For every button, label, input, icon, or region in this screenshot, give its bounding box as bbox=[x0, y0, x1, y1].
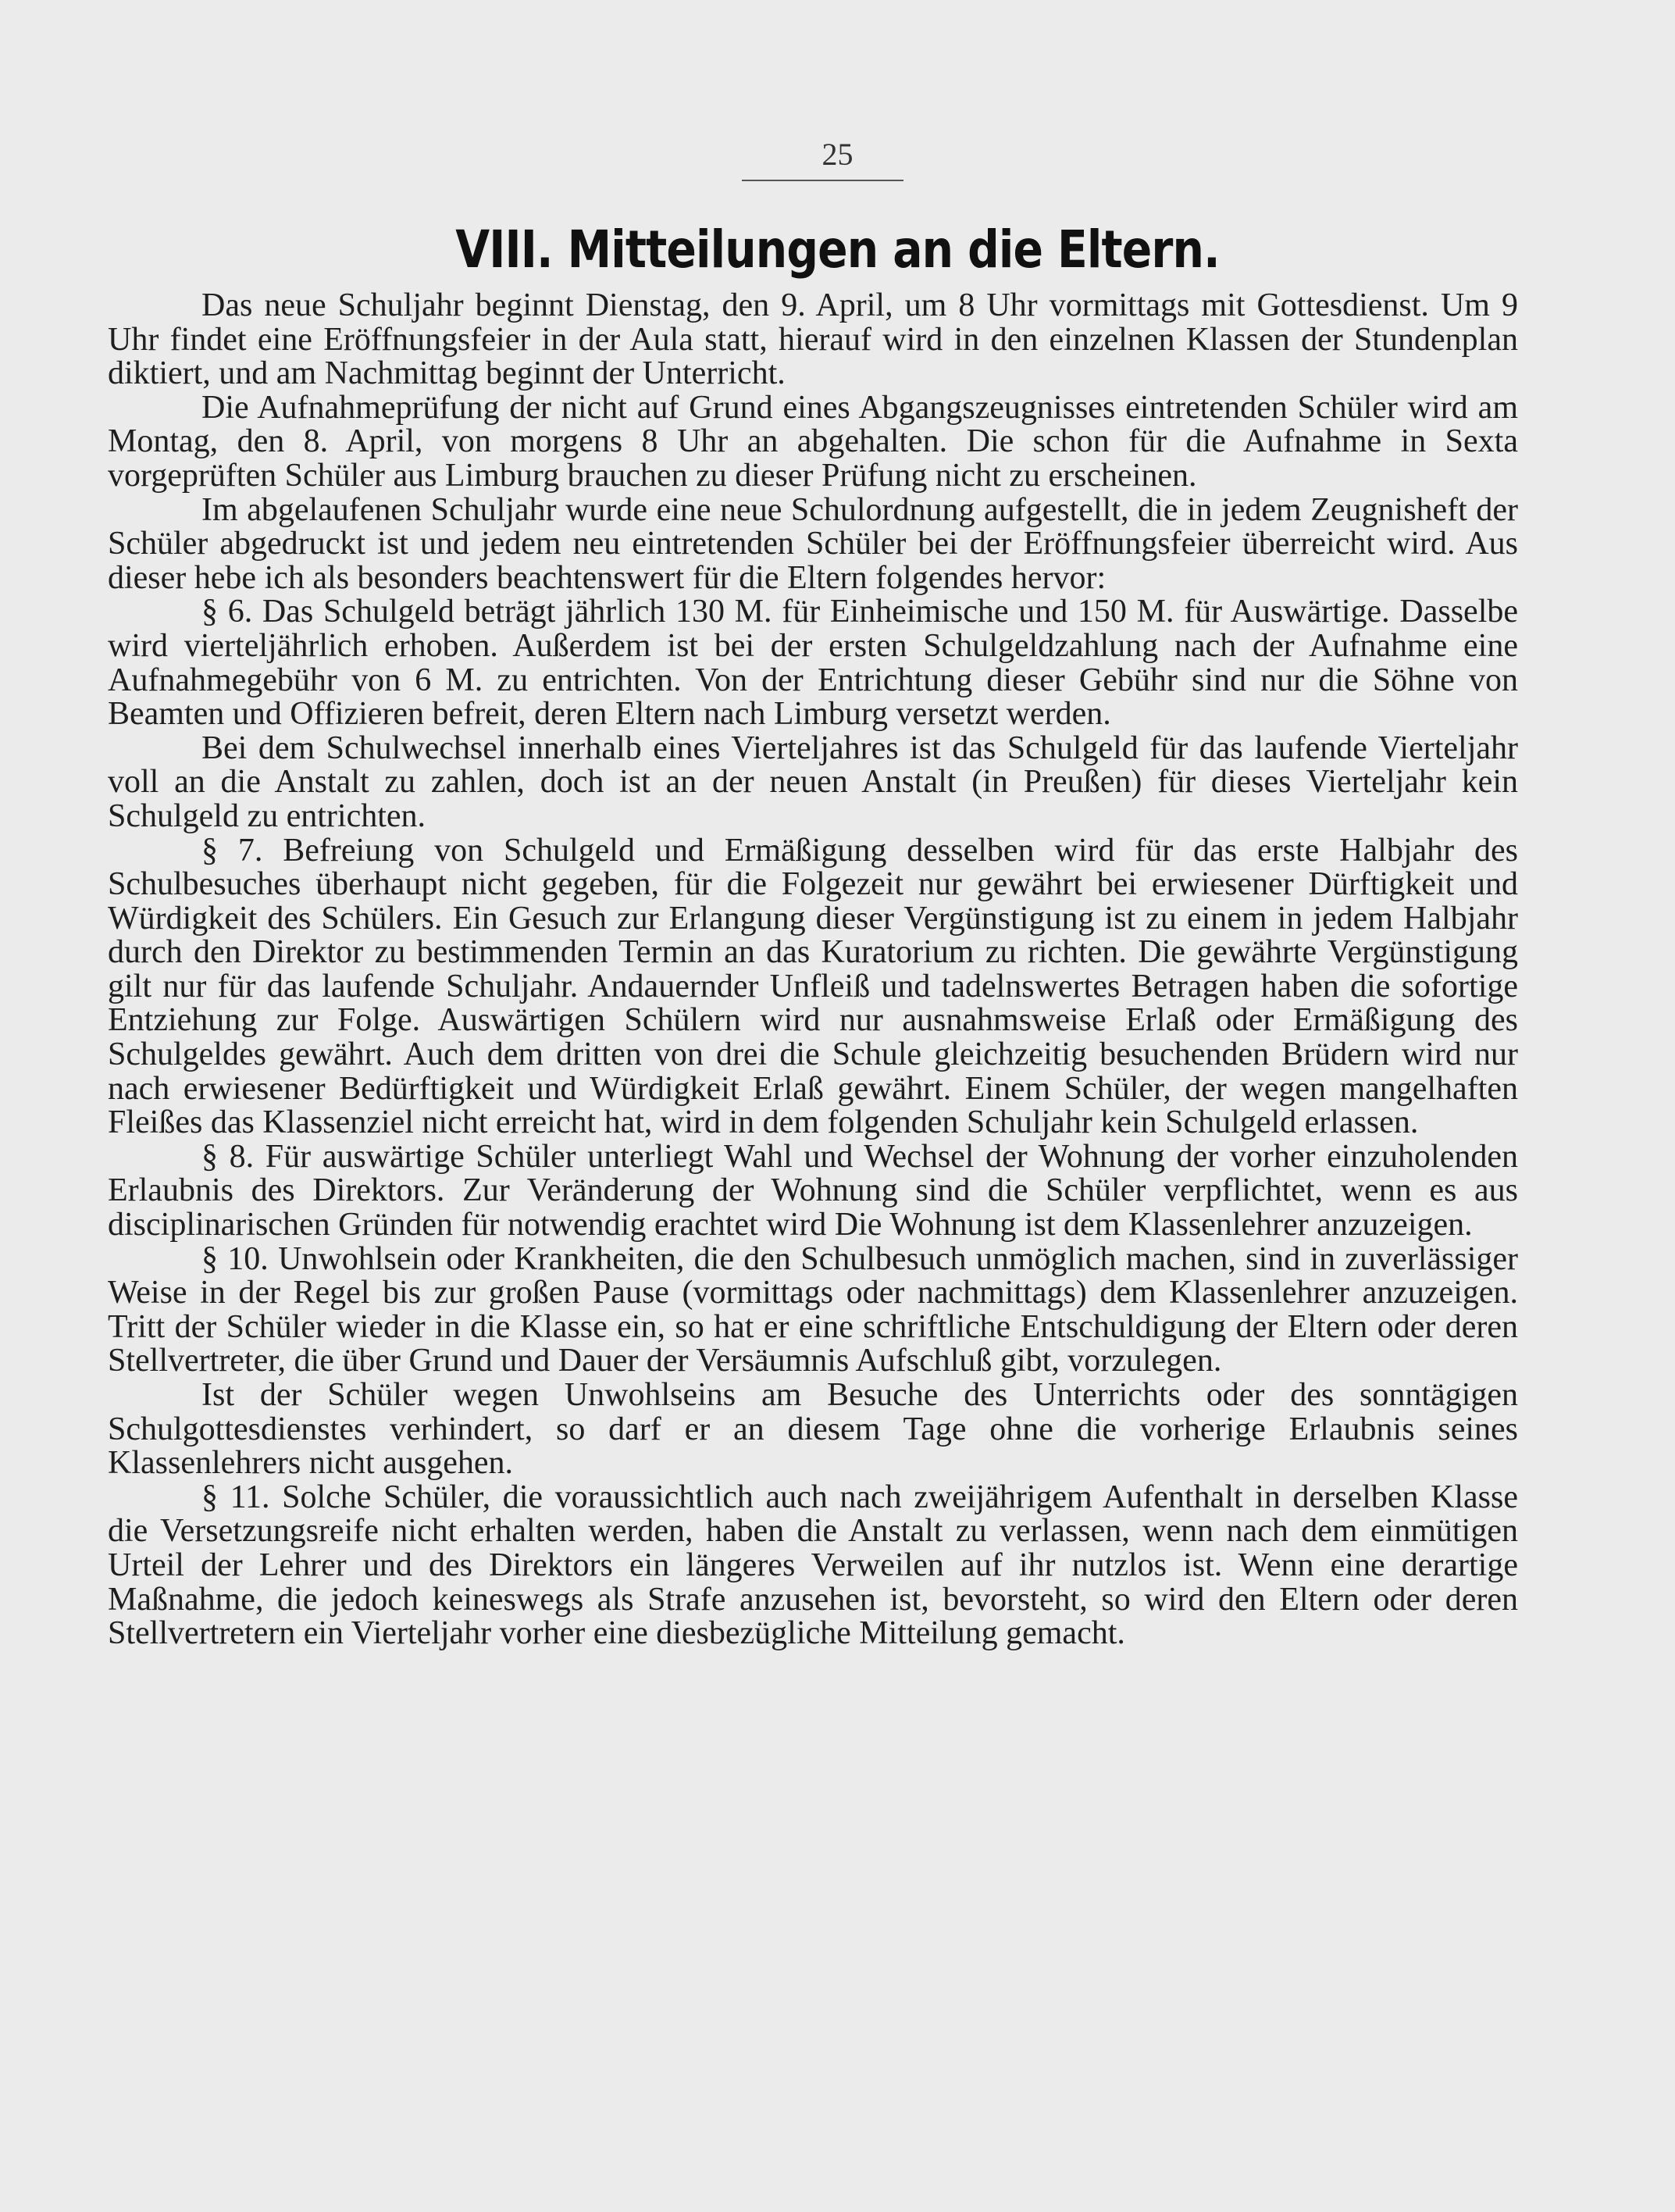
page-number: 25 bbox=[821, 137, 854, 172]
section-title: VIII. Mitteilungen an die Eltern. bbox=[455, 219, 1220, 280]
paragraph-section-11: § 11. Solche Schüler, die voraussichtlich auch nach zweijährigem Aufenthalt in derselben Klasse die Versetzungsreife nicht erhalten werden, haben die Anstalt zu verlassen, wenn nach dem einmütigen Urteil der Lehrer und des Direktors ein längeres Verweilen auf ihr nutzlos ist. Wenn eine derartige Maßnahme, die jedoch keineswegs als Strafe anzusehen ist, bevorsteht, so wird den Eltern oder deren Stellvertretern ein Vierteljahr vorher eine diesbezügliche Mitteilung gemacht. bbox=[108, 1479, 1518, 1652]
paragraph-entrance-exam: Die Aufnahmeprüfung der nicht auf Grund eines Abgangszeugnisses eintretenden Schüler wird am Montag, den 8. April, von morgens 8 Uhr an abgehalten. Die schon für die Aufnahme in Sexta vorgeprüften Schüler aus Limburg brauchen zu dieser Prüfung nicht zu erscheinen. bbox=[108, 389, 1518, 494]
header-rule bbox=[742, 180, 903, 181]
paragraph-section-7: § 7. Befreiung von Schulgeld und Ermäßigung desselben wird für das erste Halbjahr des Schulbesuches überhaupt nicht gegeben, für die Folgezeit nur gewährt bei erwiesener Dürftigkeit und Würdigkeit des Schülers. Ein Gesuch zur Erlangung dieser Vergünstigung ist zu einem in jedem Halbjahr durch den Direktor zu bestimmenden Termin an das Kuratorium zu richten. Die gewährte Vergünstigung gilt nur für das laufende Schuljahr. Andauernder Unfleiß und tadelnswertes Betragen haben die sofortige Entziehung zur Folge. Auswärtigen Schülern wird nur ausnahmsweise Erlaß oder Ermäßigung des Schulgeldes gewährt. Auch dem dritten von drei die Schule gleichzeitig besuchenden Brüdern wird nur nach erwiesener Bedürftigkeit und Würdigkeit Erlaß gewährt. Einem Schüler, der wegen mangelhaften Fleißes das Klassenziel nicht erreicht hat, wird in dem folgenden Schuljahr kein Schulgeld erlassen. bbox=[108, 832, 1518, 1141]
paragraph-school-start: Das neue Schuljahr beginnt Dienstag, den 9. April, um 8 Uhr vormittags mit Gottesdienst. Um 9 Uhr findet eine Eröffnungsfeier in der Aula statt, hierauf wird in den einzelnen Klassen der Stundenplan diktiert, und am Nachmittag beginnt der Unterricht. bbox=[108, 287, 1518, 392]
paragraph-section-6: § 6. Das Schulgeld beträgt jährlich 130 M. für Einheimische und 150 M. für Auswärtige. Dasselbe wird vierteljährlich erhoben. Außerdem ist bei der ersten Schulgeldzahlung nach der Aufnahme eine Aufnahmegebühr von 6 M. zu entrichten. Von der Entrichtung dieser Gebühr sind nur die Söhne von Beamten und Offizieren befreit, deren Eltern nach Limburg versetzt werden. bbox=[108, 594, 1518, 733]
body-text bbox=[108, 289, 1518, 1651]
paragraph-section-10: § 10. Unwohlsein oder Krankheiten, die den Schulbesuch unmöglich machen, sind in zuverlässiger Weise in der Regel bis zur großen Pause (vormittags oder nachmittags) dem Klassenlehrer anzuzeigen. Tritt der Schüler wieder in die Klasse ein, so hat er eine schriftliche Entschuldigung der Eltern oder deren Stellvertreter, die über Grund und Dauer der Versäumnis Aufschluß gibt, vorzulegen. bbox=[108, 1240, 1518, 1379]
paragraph-school-change: Bei dem Schulwechsel innerhalb eines Vierteljahres ist das Schulgeld für das laufende Vierteljahr voll an die Anstalt zu zahlen, doch ist an der neuen Anstalt (in Preußen) für dieses Vierteljahr kein Schulgeld zu entrichten. bbox=[108, 730, 1518, 834]
paragraph-school-rules: Im abgelaufenen Schuljahr wurde eine neue Schulordnung aufgestellt, die in jedem Zeugnisheft der Schüler abgedruckt ist und jedem neu eintretenden Schüler bei der Eröffnungsfeier überreicht wird. Aus dieser hebe ich als besonders beachtenswert für die Eltern folgendes hervor: bbox=[108, 491, 1518, 596]
paragraph-illness: Ist der Schüler wegen Unwohlseins am Besuche des Unterrichts oder des sonntägigen Schulgottesdienstes verhindert, so darf er an diesem Tage ohne die vorherige Erlaubnis seines Klassenlehrers nicht ausgehen. bbox=[108, 1377, 1518, 1482]
paragraph-section-8: § 8. Für auswärtige Schüler unterliegt Wahl und Wechsel der Wohnung der vorher einzuholenden Erlaubnis des Direktors. Zur Veränderung der Wohnung sind die Schüler verpflichtet, wenn es aus disciplinarischen Gründen für notwendig erachtet wird Die Wohnung ist dem Klassenlehrer anzuzeigen. bbox=[108, 1138, 1518, 1243]
